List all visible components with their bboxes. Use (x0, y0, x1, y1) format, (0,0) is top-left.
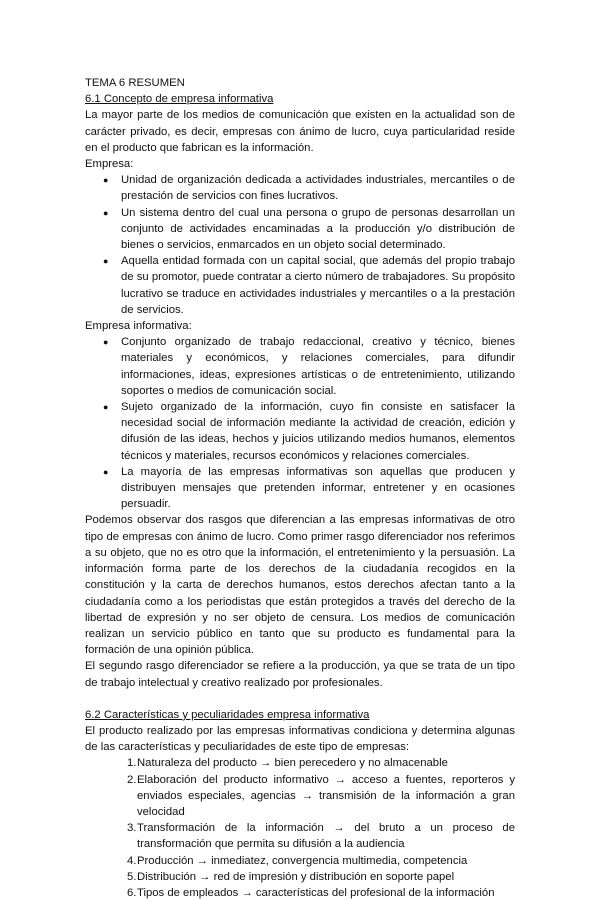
list-item: ● La mayoría de las empresas informativas son aquellas que producen y distribuyen mensajes que pretenden informar, entretener y en ocasiones persuadir. (85, 464, 515, 513)
item-number: 4. (127, 854, 137, 867)
numbered-item (85, 755, 515, 771)
item-text: Tipos de empleados → características del profesional de la información (137, 886, 495, 899)
section-1-intro: La mayor parte de los medios de comunicación que existen en la actualidad son de carácter privado, es decir, empresas con ánimo de lucro, cuya particularidad reside en el producto que fabrican es la información. (85, 109, 515, 154)
numbered-item (85, 885, 515, 901)
item-text: Elaboración del producto informativo → acceso a fuentes, reporteros y enviados especiales, agencias → transmisión de la información a gran velocidad (137, 773, 515, 818)
list-item: ● Conjunto organizado de trabajo redaccional, creativo y técnico, bienes materiales y económicos, y relaciones comerciales, para difundir informaciones, ideas, expresiones artísticas o de entretenimiento, utilizando soportes o medios de comunicación social. (85, 334, 515, 399)
item-number: 6. (127, 886, 137, 899)
numbered-item (85, 869, 515, 885)
section-1-heading: 6.1 Concepto de empresa informativa (85, 93, 274, 106)
list-item: ● Un sistema dentro del cual una persona o grupo de personas desarrollan un conjunto de actividades encaminadas a la producción y/o distribución de bienes o servicios, enmarcados en un objeto social determinado. (85, 205, 515, 254)
empresa-list (85, 172, 515, 318)
section-2-heading: 6.2 Características y peculiaridades empresa informativa (85, 708, 370, 721)
section-gap (85, 691, 515, 707)
document-title: TEMA 6 RESUMEN (85, 77, 185, 89)
item-number: 1. (127, 757, 137, 770)
list-item: ● Aquella entidad formada con un capital social, que además del propio trabajo de su promotor, puede contratar a cierto número de trabajadores. Su propósito lucrativo se traduce en actividades industriales y mercantiles o a la prestación de servicios. (85, 253, 515, 318)
section-2-intro: El producto realizado por las empresas informativas condiciona y determina algunas de las características y peculiaridades de este tipo de empresas: (85, 724, 515, 754)
item-number: 5. (127, 870, 137, 883)
item-number: 3. (127, 822, 137, 835)
numbered-item (85, 772, 515, 821)
item-text: Producción → inmediatez, convergencia multimedia, competencia (137, 854, 468, 867)
empresa-informativa-list (85, 334, 515, 512)
item-text: Distribución → red de impresión y distribución en soporte papel (137, 870, 455, 883)
empresa-label: Empresa: (85, 158, 134, 171)
list-item: ● Sujeto organizado de la información, cuyo fin consiste en satisfacer la necesidad social de información mediante la actividad de creación, edición y difusión de las ideas, hechos y juicios utilizando medios humanos, elementos técnicos y materiales, recursos económicos y relaciones comerciales. (85, 399, 515, 464)
caracteristicas-list (85, 755, 515, 901)
item-text: Transformación de la información → del bruto a un proceso de transformación que permita su difusión a la audiencia (137, 822, 515, 851)
paragraph-segundo-rasgo: El segundo rasgo diferenciador se refiere a la producción, ya que se trata de un tipo de trabajo intelectual y creativo realizado por profesionales. (85, 660, 515, 689)
list-item: ● Unidad de organización dedicada a actividades industriales, mercantiles o de prestación de servicios con fines lucrativos. (85, 172, 515, 204)
paragraph-rasgos: Podemos observar dos rasgos que diferencian a las empresas informativas de otro tipo de empresas con ánimo de lucro. Como primer rasgo diferenciador nos referimos a su objeto, que no es otro que la información, el entretenimiento y la persuasión. La información forma parte de los derechos de la ciudadanía recogidos en la constitución y la carta de derechos humanos, estos derechos afectan tanto a la ciudadanía como a los periodistas que están protegidos a través del derecho de la libertad de expresión y no ser objeto de censura. Los medios de comunicación realizan un servicio público en tanto que su producto es fundamental para la formación de una opinión pública. (85, 514, 515, 657)
item-text: Naturaleza del producto → bien perecedero y no almacenable (137, 757, 448, 770)
item-number: 2. (127, 773, 137, 786)
numbered-item (85, 853, 515, 869)
empresa-informativa-label: Empresa informativa: (85, 320, 192, 333)
